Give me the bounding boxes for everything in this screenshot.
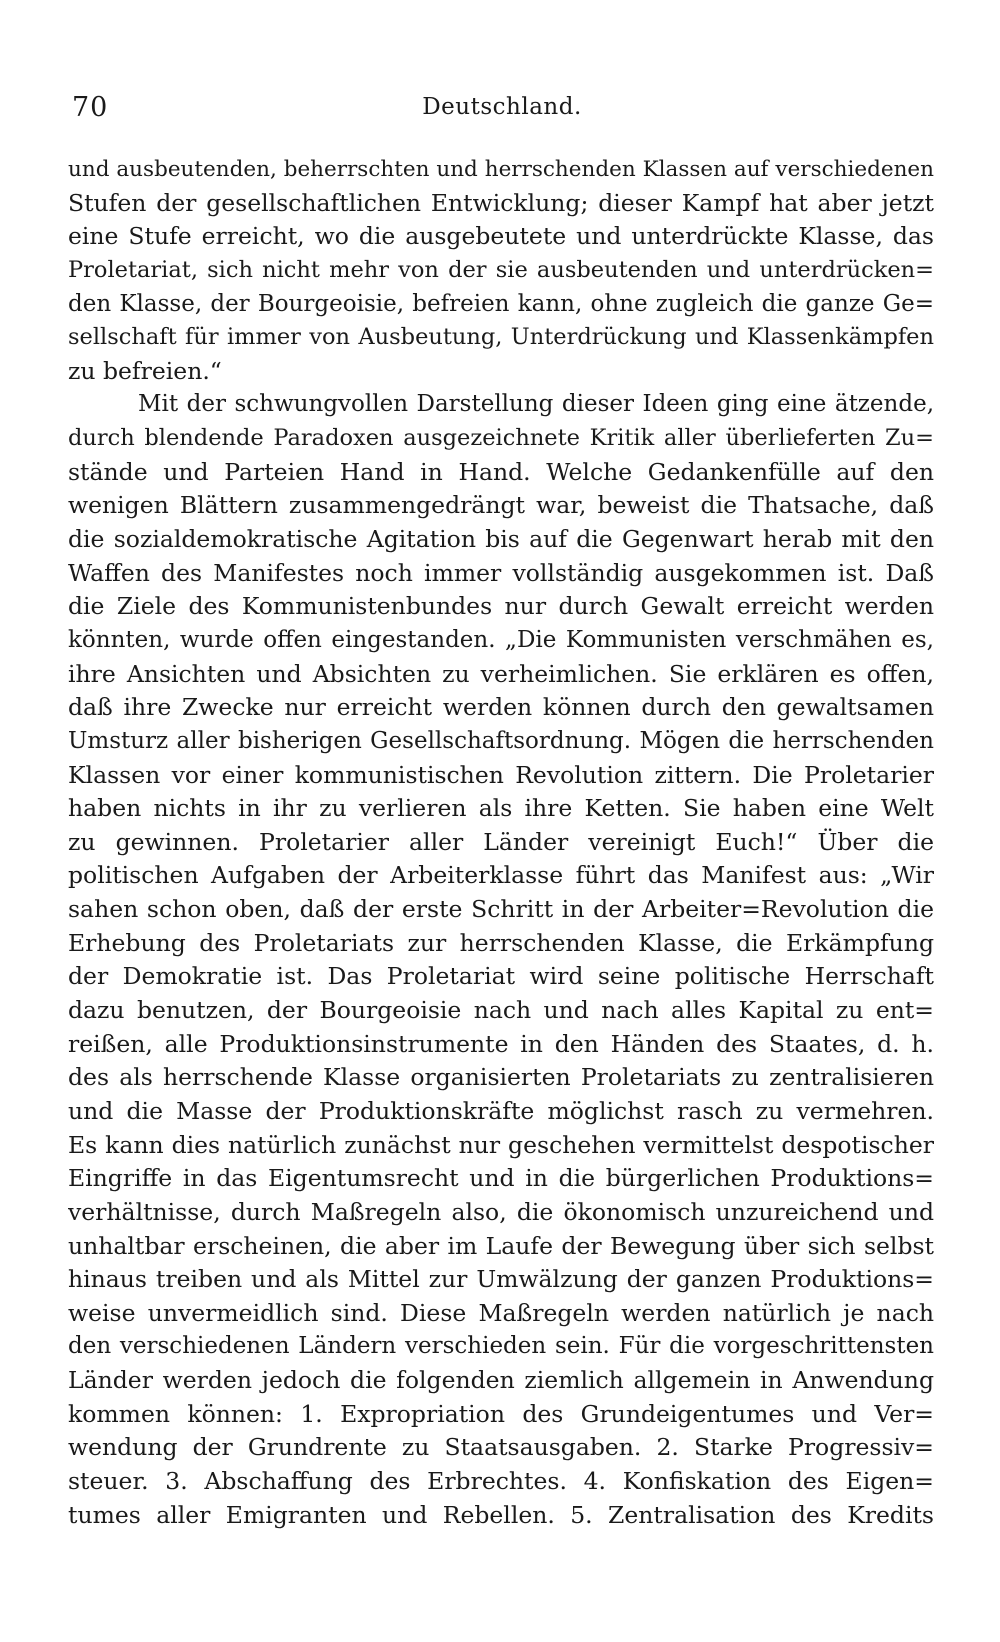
text-line: und die Masse der Produktionskräfte möglichst rasch zu vermehren. bbox=[68, 1096, 934, 1125]
text-line: hinaus treiben und als Mittel zur Umwälzung der ganzen Produktions= bbox=[68, 1265, 934, 1294]
text-line: reißen, alle Produktionsinstrumente in den Händen des Staates, d. h. bbox=[68, 1029, 934, 1058]
text-line: steuer. 3. Abschaffung des Erbrechtes. 4. Konfiskation des Eigen= bbox=[68, 1466, 934, 1495]
text-line: den Klasse, der Bourgeoisie, befreien kann, ohne zugleich die ganze Ge= bbox=[68, 290, 934, 317]
text-line: verhältnisse, durch Maßregeln also, die ökonomisch unzureichend und bbox=[68, 1197, 934, 1226]
text-line: könnten, wurde offen eingestanden. „Die Kommunisten verschmähen es, bbox=[68, 626, 934, 653]
running-title: Deutschland. bbox=[422, 94, 582, 120]
text-line: Stufen der gesellschaftlichen Entwicklung; dieser Kampf hat aber jetzt bbox=[68, 188, 934, 217]
text-line: den verschiedenen Ländern verschieden sein. Für die vorgeschrittensten bbox=[68, 1333, 934, 1360]
text-line: kommen können: 1. Expropriation des Grundeigentumes und Ver= bbox=[68, 1399, 934, 1428]
running-head bbox=[72, 92, 932, 128]
text-line: stände und Parteien Hand in Hand. Welche Gedankenfülle auf den bbox=[68, 457, 934, 486]
text-line: des als herrschende Klasse organisierten Proletariats zu zentralisieren bbox=[68, 1063, 934, 1092]
text-line: Umsturz aller bisherigen Gesellschaftsordnung. Mögen die herrschenden bbox=[68, 727, 934, 754]
text-line: dazu benutzen, der Bourgeoisie nach und nach alles Kapital zu ent= bbox=[68, 996, 934, 1025]
text-line: Es kann dies natürlich zunächst nur geschehen vermittelst despotischer bbox=[68, 1130, 934, 1159]
text-line: Proletariat, sich nicht mehr von der sie ausbeutenden und unterdrücken= bbox=[68, 256, 934, 283]
body-text bbox=[68, 153, 934, 1532]
text-line: Klassen vor einer kommunistischen Revolution zittern. Die Proletarier bbox=[68, 760, 934, 789]
text-line: haben nichts in ihr zu verlieren als ihre Ketten. Sie haben eine Welt bbox=[68, 794, 934, 823]
text-line: Erhebung des Proletariats zur herrschenden Klasse, die Erkämpfung bbox=[68, 928, 934, 957]
text-line: zu gewinnen. Proletarier aller Länder vereinigt Euch!“ Über die bbox=[68, 827, 934, 856]
text-line: wendung der Grundrente zu Staatsausgaben. 2. Starke Progressiv= bbox=[68, 1433, 934, 1462]
text-line: daß ihre Zwecke nur erreicht werden können durch den gewaltsamen bbox=[68, 693, 934, 722]
text-line: eine Stufe erreicht, wo die ausgebeutete und unterdrückte Klasse, das bbox=[68, 222, 934, 251]
text-line: ihre Ansichten und Absichten zu verheimlichen. Sie erklären es offen, bbox=[68, 659, 934, 688]
text-line: durch blendende Paradoxen ausgezeichnete Kritik aller überlieferten Zu= bbox=[68, 425, 934, 452]
text-line: sahen schon oben, daß der erste Schritt in der Arbeiter=Revolution die bbox=[68, 895, 934, 924]
text-line: die Ziele des Kommunistenbundes nur durch Gewalt erreicht werden bbox=[68, 592, 934, 621]
text-line: tumes aller Emigranten und Rebellen. 5. Zentralisation des Kredits bbox=[68, 1500, 934, 1529]
page-number: 70 bbox=[72, 92, 109, 123]
text-line: sellschaft für immer von Ausbeutung, Unterdrückung und Klassenkämpfen bbox=[68, 324, 934, 351]
text-line: weise unvermeidlich sind. Diese Maßregeln werden natürlich je nach bbox=[68, 1298, 934, 1327]
paragraph-start-line: Mit der schwungvollen Darstellung dieser Ideen ging eine ätzende, bbox=[138, 391, 934, 418]
text-line: Länder werden jedoch die folgenden ziemlich allgemein in Anwendung bbox=[68, 1366, 934, 1395]
text-line: und ausbeutenden, beherrschten und herrschenden Klassen auf verschiedenen bbox=[68, 157, 934, 182]
text-line: politischen Aufgaben der Arbeiterklasse führt das Manifest aus: „Wir bbox=[68, 861, 934, 890]
text-line: wenigen Blättern zusammengedrängt war, beweist die Thatsache, daß bbox=[68, 491, 934, 520]
text-line: die sozialdemokratische Agitation bis auf die Gegenwart herab mit den bbox=[68, 525, 934, 554]
text-line: unhaltbar erscheinen, die aber im Laufe der Bewegung über sich selbst bbox=[68, 1231, 934, 1260]
text-line: Waffen des Manifestes noch immer vollständig ausgekommen ist. Daß bbox=[68, 558, 934, 587]
paragraph-end-line: zu befreien.“ bbox=[68, 356, 222, 385]
text-line: der Demokratie ist. Das Proletariat wird seine politische Herrschaft bbox=[68, 962, 934, 991]
text-line: Eingriffe in das Eigentumsrecht und in die bürgerlichen Produktions= bbox=[68, 1164, 934, 1193]
